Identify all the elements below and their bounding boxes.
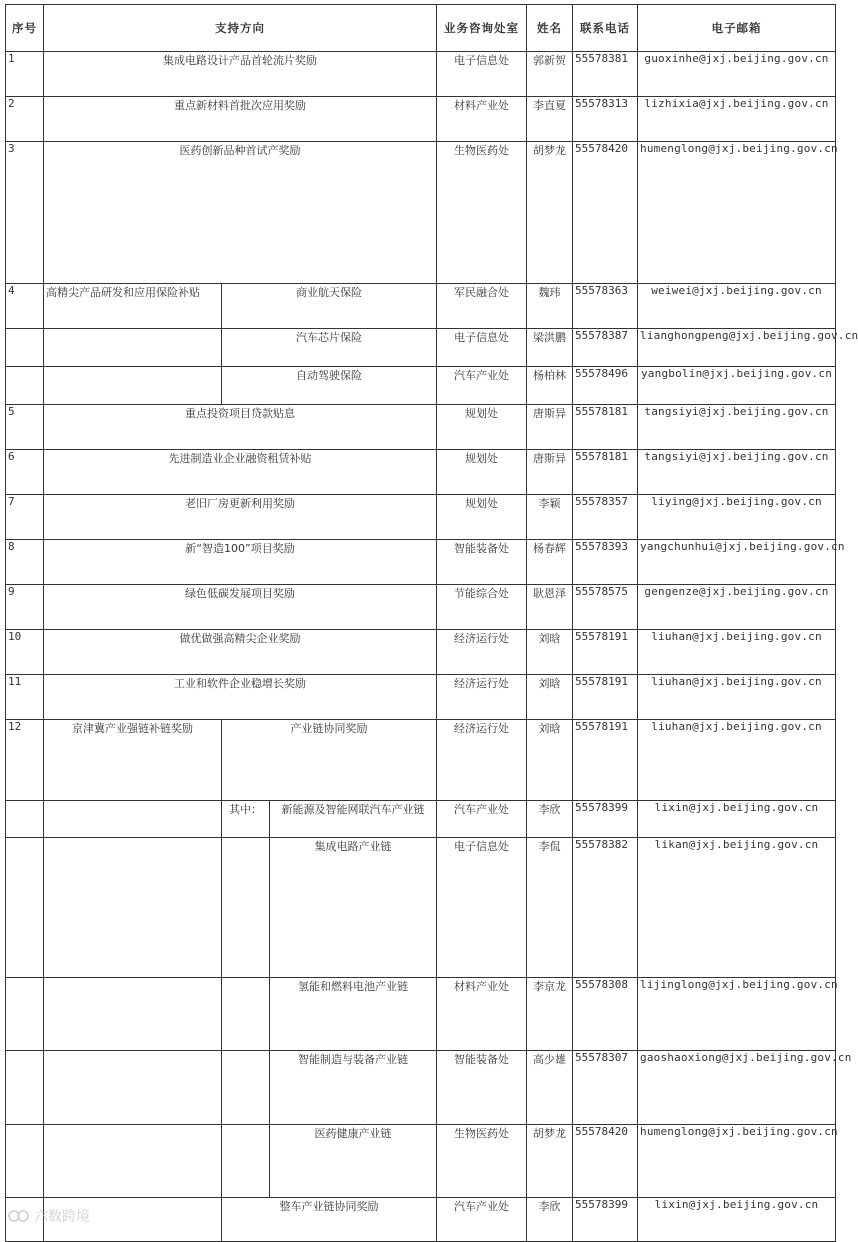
category-cell bbox=[44, 978, 222, 1051]
direction-cell: 医药健康产业链 bbox=[270, 1125, 437, 1198]
phone-cell: 55578393 bbox=[573, 540, 638, 585]
table-row bbox=[6, 405, 836, 450]
email-cell: lianghongpeng@jxj.beijing.gov.cn bbox=[638, 329, 836, 367]
name-cell: 刘晗 bbox=[527, 630, 573, 675]
seq-cell: 3 bbox=[6, 142, 44, 284]
phone-cell: 55578399 bbox=[573, 1198, 638, 1242]
phone-cell: 55578399 bbox=[573, 801, 638, 838]
email-cell: yangchunhui@jxj.beijing.gov.cn bbox=[638, 540, 836, 585]
name-cell: 杨柏林 bbox=[527, 367, 573, 405]
office-cell: 材料产业处 bbox=[437, 97, 527, 142]
direction-cell: 重点新材料首批次应用奖励 bbox=[44, 97, 437, 142]
header-direction: 支持方向 bbox=[44, 5, 437, 52]
office-cell: 经济运行处 bbox=[437, 630, 527, 675]
watermark-text: 六数跨境 bbox=[34, 1209, 90, 1225]
seq-cell bbox=[6, 1125, 44, 1198]
direction-cell: 智能制造与装备产业链 bbox=[270, 1051, 437, 1125]
email-cell: liuhan@jxj.beijing.gov.cn bbox=[638, 720, 836, 801]
office-cell: 生物医药处 bbox=[437, 1125, 527, 1198]
seq-cell bbox=[6, 1051, 44, 1125]
category-cell: 京津冀产业强链补链奖励 bbox=[44, 720, 222, 801]
seq-cell: 11 bbox=[6, 675, 44, 720]
among-label bbox=[222, 1051, 270, 1125]
email-cell: humenglong@jxj.beijing.gov.cn bbox=[638, 142, 836, 284]
seq-cell: 6 bbox=[6, 450, 44, 495]
direction-cell: 整车产业链协同奖励 bbox=[222, 1198, 437, 1242]
name-cell: 李颖 bbox=[527, 495, 573, 540]
direction-cell: 集成电路产业链 bbox=[270, 838, 437, 978]
category-cell: 高精尖产品研发和应用保险补贴 bbox=[44, 284, 222, 329]
table-row bbox=[6, 838, 836, 978]
office-cell: 经济运行处 bbox=[437, 675, 527, 720]
phone-cell: 55578191 bbox=[573, 675, 638, 720]
seq-cell bbox=[6, 838, 44, 978]
watermark bbox=[8, 1206, 90, 1226]
email-cell: liying@jxj.beijing.gov.cn bbox=[638, 495, 836, 540]
category-cell bbox=[44, 367, 222, 405]
name-cell: 李直夏 bbox=[527, 97, 573, 142]
name-cell: 唐斯异 bbox=[527, 405, 573, 450]
email-cell: lixin@jxj.beijing.gov.cn bbox=[638, 1198, 836, 1242]
name-cell: 杨春辉 bbox=[527, 540, 573, 585]
among-label bbox=[222, 978, 270, 1051]
office-cell: 节能综合处 bbox=[437, 585, 527, 630]
table-row bbox=[6, 540, 836, 585]
email-cell: tangsiyi@jxj.beijing.gov.cn bbox=[638, 405, 836, 450]
direction-cell: 做优做强高精尖企业奖励 bbox=[44, 630, 437, 675]
office-cell: 规划处 bbox=[437, 495, 527, 540]
email-cell: tangsiyi@jxj.beijing.gov.cn bbox=[638, 450, 836, 495]
phone-cell: 55578313 bbox=[573, 97, 638, 142]
table-row bbox=[6, 585, 836, 630]
direction-cell: 工业和软件企业稳增长奖励 bbox=[44, 675, 437, 720]
direction-cell: 重点投资项目贷款贴息 bbox=[44, 405, 437, 450]
seq-cell: 2 bbox=[6, 97, 44, 142]
direction-cell: 新能源及智能网联汽车产业链 bbox=[270, 801, 437, 838]
header-name: 姓名 bbox=[527, 5, 573, 52]
name-cell: 李欣 bbox=[527, 1198, 573, 1242]
office-cell: 规划处 bbox=[437, 450, 527, 495]
seq-cell: 7 bbox=[6, 495, 44, 540]
direction-cell: 集成电路设计产品首轮流片奖励 bbox=[44, 52, 437, 97]
table-row bbox=[6, 1125, 836, 1198]
among-label bbox=[222, 838, 270, 978]
direction-cell: 新“智造100”项目奖励 bbox=[44, 540, 437, 585]
phone-cell: 55578357 bbox=[573, 495, 638, 540]
phone-cell: 55578181 bbox=[573, 450, 638, 495]
email-cell: gengenze@jxj.beijing.gov.cn bbox=[638, 585, 836, 630]
category-cell bbox=[44, 1051, 222, 1125]
direction-cell: 产业链协同奖励 bbox=[222, 720, 437, 801]
phone-cell: 55578381 bbox=[573, 52, 638, 97]
phone-cell: 55578382 bbox=[573, 838, 638, 978]
table-row bbox=[6, 450, 836, 495]
office-cell: 智能装备处 bbox=[437, 540, 527, 585]
email-cell: lijinglong@jxj.beijing.gov.cn bbox=[638, 978, 836, 1051]
email-cell: liuhan@jxj.beijing.gov.cn bbox=[638, 630, 836, 675]
table-row bbox=[6, 1198, 836, 1242]
direction-cell: 先进制造业企业融资租赁补贴 bbox=[44, 450, 437, 495]
email-cell: lizhixia@jxj.beijing.gov.cn bbox=[638, 97, 836, 142]
direction-cell: 自动驾驶保险 bbox=[222, 367, 437, 405]
table-row bbox=[6, 142, 836, 284]
name-cell: 魏玮 bbox=[527, 284, 573, 329]
office-cell: 电子信息处 bbox=[437, 52, 527, 97]
name-cell: 梁洪鹏 bbox=[527, 329, 573, 367]
office-cell: 汽车产业处 bbox=[437, 801, 527, 838]
name-cell: 刘晗 bbox=[527, 720, 573, 801]
category-cell bbox=[44, 801, 222, 838]
direction-cell: 医药创新品种首试产奖励 bbox=[44, 142, 437, 284]
seq-cell: 4 bbox=[6, 284, 44, 329]
office-cell: 材料产业处 bbox=[437, 978, 527, 1051]
seq-cell: 1 bbox=[6, 52, 44, 97]
name-cell: 唐斯异 bbox=[527, 450, 573, 495]
seq-cell: 9 bbox=[6, 585, 44, 630]
direction-cell: 氢能和燃料电池产业链 bbox=[270, 978, 437, 1051]
header-phone: 联系电话 bbox=[573, 5, 638, 52]
phone-cell: 55578307 bbox=[573, 1051, 638, 1125]
phone-cell: 55578575 bbox=[573, 585, 638, 630]
phone-cell: 55578420 bbox=[573, 142, 638, 284]
email-cell: gaoshaoxiong@jxj.beijing.gov.cn bbox=[638, 1051, 836, 1125]
name-cell: 胡梦龙 bbox=[527, 142, 573, 284]
email-cell: guoxinhe@jxj.beijing.gov.cn bbox=[638, 52, 836, 97]
table-row bbox=[6, 630, 836, 675]
direction-cell: 老旧厂房更新利用奖励 bbox=[44, 495, 437, 540]
among-label bbox=[222, 1125, 270, 1198]
name-cell: 刘晗 bbox=[527, 675, 573, 720]
phone-cell: 55578191 bbox=[573, 630, 638, 675]
office-cell: 生物医药处 bbox=[437, 142, 527, 284]
email-cell: humenglong@jxj.beijing.gov.cn bbox=[638, 1125, 836, 1198]
seq-cell bbox=[6, 801, 44, 838]
category-cell bbox=[44, 1125, 222, 1198]
table-row bbox=[6, 284, 836, 329]
office-cell: 经济运行处 bbox=[437, 720, 527, 801]
seq-cell: 8 bbox=[6, 540, 44, 585]
office-cell: 电子信息处 bbox=[437, 838, 527, 978]
name-cell: 李京龙 bbox=[527, 978, 573, 1051]
table-row bbox=[6, 329, 836, 367]
email-cell: weiwei@jxj.beijing.gov.cn bbox=[638, 284, 836, 329]
office-cell: 汽车产业处 bbox=[437, 367, 527, 405]
phone-cell: 55578308 bbox=[573, 978, 638, 1051]
seq-cell: 12 bbox=[6, 720, 44, 801]
among-label: 其中： bbox=[222, 801, 270, 838]
contact-table bbox=[5, 4, 858, 1242]
email-cell: liuhan@jxj.beijing.gov.cn bbox=[638, 675, 836, 720]
email-cell: yangbolin@jxj.beijing.gov.cn bbox=[638, 367, 836, 405]
phone-cell: 55578191 bbox=[573, 720, 638, 801]
office-cell: 汽车产业处 bbox=[437, 1198, 527, 1242]
table-row bbox=[6, 52, 836, 97]
table-row bbox=[6, 367, 836, 405]
name-cell: 耿恩泽 bbox=[527, 585, 573, 630]
name-cell: 李侃 bbox=[527, 838, 573, 978]
direction-cell: 商业航天保险 bbox=[222, 284, 437, 329]
direction-cell: 绿色低碳发展项目奖励 bbox=[44, 585, 437, 630]
table-row bbox=[6, 801, 836, 838]
office-cell: 规划处 bbox=[437, 405, 527, 450]
category-cell bbox=[44, 838, 222, 978]
seq-cell bbox=[6, 978, 44, 1051]
name-cell: 高少雄 bbox=[527, 1051, 573, 1125]
phone-cell: 55578496 bbox=[573, 367, 638, 405]
phone-cell: 55578387 bbox=[573, 329, 638, 367]
office-cell: 军民融合处 bbox=[437, 284, 527, 329]
header-email: 电子邮箱 bbox=[638, 5, 836, 52]
watermark-logo-icon bbox=[8, 1207, 30, 1225]
seq-cell bbox=[6, 329, 44, 367]
office-cell: 智能装备处 bbox=[437, 1051, 527, 1125]
phone-cell: 55578420 bbox=[573, 1125, 638, 1198]
name-cell: 郭新贺 bbox=[527, 52, 573, 97]
direction-cell: 汽车芯片保险 bbox=[222, 329, 437, 367]
table-row bbox=[6, 1051, 836, 1125]
seq-cell bbox=[6, 367, 44, 405]
header-row bbox=[6, 5, 836, 52]
name-cell: 李欣 bbox=[527, 801, 573, 838]
seq-cell: 10 bbox=[6, 630, 44, 675]
phone-cell: 55578363 bbox=[573, 284, 638, 329]
email-cell: lixin@jxj.beijing.gov.cn bbox=[638, 801, 836, 838]
header-office: 业务咨询处室 bbox=[437, 5, 527, 52]
seq-cell: 5 bbox=[6, 405, 44, 450]
table-row bbox=[6, 978, 836, 1051]
name-cell: 胡梦龙 bbox=[527, 1125, 573, 1198]
table-row bbox=[6, 675, 836, 720]
table-row bbox=[6, 97, 836, 142]
phone-cell: 55578181 bbox=[573, 405, 638, 450]
table-row bbox=[6, 720, 836, 801]
table-row bbox=[6, 495, 836, 540]
email-cell: likan@jxj.beijing.gov.cn bbox=[638, 838, 836, 978]
office-cell: 电子信息处 bbox=[437, 329, 527, 367]
header-seq: 序号 bbox=[6, 5, 44, 52]
category-cell bbox=[44, 329, 222, 367]
